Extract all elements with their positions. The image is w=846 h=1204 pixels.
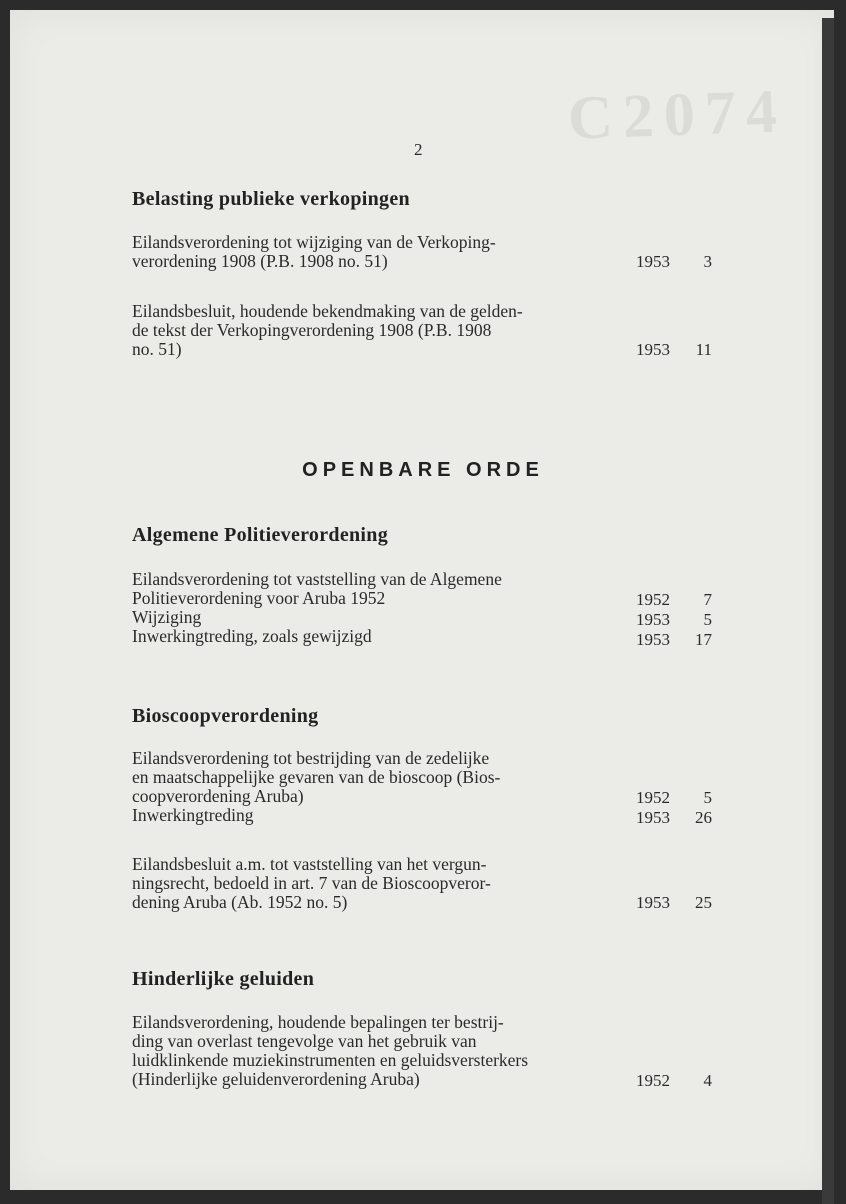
heading-belasting: Belasting publieke verkopingen — [132, 188, 410, 210]
text-line: ningsrecht, bedoeld in art. 7 van de Bioscoopveror- — [132, 873, 491, 893]
text-line: Inwerkingtreding — [132, 805, 254, 825]
heading-politieverordening: Algemene Politieverordening — [132, 524, 389, 546]
entry-vergunningsrecht — [132, 855, 627, 912]
text-line: Eilandsbesluit, houdende bekendmaking van de gelden- — [132, 301, 523, 321]
ref-number: 4 — [703, 1071, 712, 1090]
text-line: Inwerkingtreding, zoals gewijzigd — [132, 626, 372, 646]
text-line: coopverordening Aruba) — [132, 786, 304, 806]
entry-geluidenverordening — [132, 1013, 627, 1089]
text-line: Eilandsverordening tot wijziging van de Verkoping- — [132, 232, 496, 252]
heading-hinderlijke-geluiden: Hinderlijke geluiden — [132, 968, 315, 990]
section-title-openbare-orde: OPENBARE ORDE — [302, 459, 544, 481]
text-line: dening Aruba (Ab. 1952 no. 5) — [132, 892, 348, 912]
heading-bioscoopverordening: Bioscoopverordening — [132, 705, 319, 727]
ref-year: 1953 — [636, 808, 670, 827]
text-line: no. 51) — [132, 339, 182, 359]
ref-number: 5 — [703, 610, 712, 629]
ref-year: 1953 — [636, 252, 670, 271]
ref-number: 11 — [695, 340, 712, 359]
page-number: 2 — [414, 140, 423, 159]
text-line: Politieverordening voor Aruba 1952 — [132, 588, 386, 608]
text-line: en maatschappelijke gevaren van de bioscoop (Bios- — [132, 767, 501, 787]
text-line: luidklinkende muziekinstrumenten en geluidsversterkers — [132, 1050, 529, 1070]
ref-year: 1952 — [636, 1071, 670, 1090]
ref-number: 17 — [695, 630, 712, 649]
text-line: Eilandsverordening tot bestrijding van de zedelijke — [132, 748, 490, 768]
text-line: Eilandsverordening tot vaststelling van de Algemene — [132, 569, 502, 589]
text-line: Wijziging — [132, 607, 202, 627]
entry-politieverordening — [132, 570, 627, 646]
ref-number: 5 — [703, 788, 712, 807]
archive-stamp: C2074 — [566, 77, 788, 153]
ref-year: 1953 — [636, 630, 670, 649]
entry-bioscoopverordening — [132, 749, 627, 825]
ref-number: 3 — [703, 252, 712, 271]
entry-verkoping-wijziging — [132, 233, 627, 271]
ref-number: 26 — [695, 808, 712, 827]
ref-year: 1952 — [636, 590, 670, 609]
ref-year: 1952 — [636, 788, 670, 807]
text-line: Eilandsverordening, houdende bepalingen ter bestrij- — [132, 1012, 504, 1032]
ref-year: 1953 — [636, 893, 670, 912]
text-line: ding van overlast tengevolge van het gebruik van — [132, 1031, 477, 1051]
text-line: de tekst der Verkopingverordening 1908 (P.B. 1908 — [132, 320, 492, 340]
ref-number: 7 — [703, 590, 712, 609]
scan-edge-strip — [822, 18, 834, 1204]
ref-number: 25 — [695, 893, 712, 912]
text-line: verordening 1908 (P.B. 1908 no. 51) — [132, 251, 388, 271]
text-line: (Hinderlijke geluidenverordening Aruba) — [132, 1069, 420, 1089]
text-line: Eilandsbesluit a.m. tot vaststelling van het vergun- — [132, 854, 487, 874]
ref-year: 1953 — [636, 610, 670, 629]
entry-verkoping-bekendmaking — [132, 302, 627, 359]
ref-year: 1953 — [636, 340, 670, 359]
